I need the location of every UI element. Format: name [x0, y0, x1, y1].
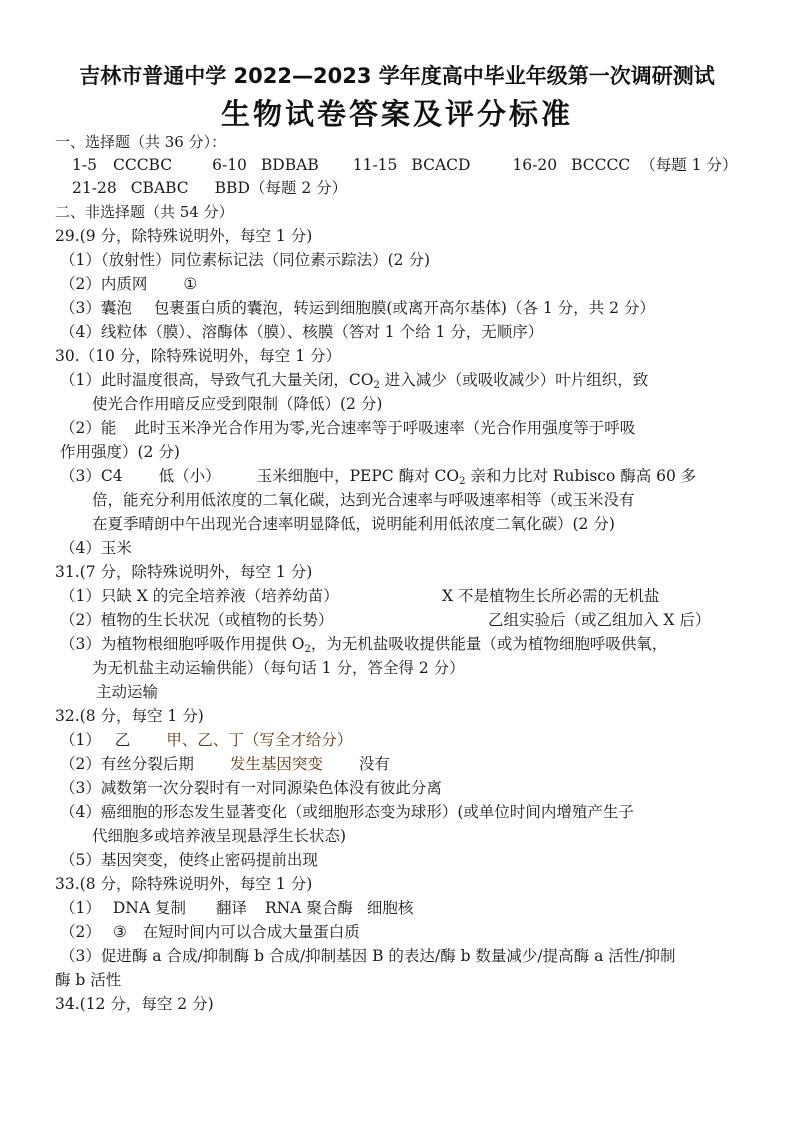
q29-answer-1: （1）（放射性）同位素标记法（同位素示踪法）(2 分) [60, 251, 430, 269]
q31-answer-3-part: （3）为植物根细胞呼吸作用提供 O [60, 635, 305, 653]
q29-header: 29.(9 分，除特殊说明外，每空 1 分) [55, 227, 313, 245]
q29-answer-2-part: ① [183, 275, 198, 293]
q32-answer-3: （3）减数第一次分裂时有一对同源染色体没有彼此分离 [60, 779, 442, 797]
q32-answer-4-cont: 代细胞多或培养液呈现悬浮生长状态) [92, 827, 347, 845]
section1-heading: 一、选择题（共 36 分）： [55, 133, 227, 151]
q32-answer-4: （4）癌细胞的形态发生显著变化（或细胞形态变为球形）(或单位时间内增殖产生子 [60, 803, 634, 821]
q33-answer-1-part: RNA 聚合酶 [265, 899, 353, 917]
score-note: （每题 2 分） [249, 179, 348, 197]
q29-answer-2-part: （2）内质网 [60, 275, 148, 293]
subscript: 2 [459, 476, 466, 487]
q31-answer-1-part: （1）只缺 X 的完全培养液（培养幼苗） [60, 587, 339, 605]
choice-range: 6-10 [212, 156, 247, 174]
q29-answer-3 [60, 297, 655, 319]
q29-answer-3-part: （3）囊泡 [60, 299, 132, 317]
q31-answer-3-part: ，为无机盐吸收提供能量（或为植物细胞呼吸供氧， [310, 635, 668, 653]
choice-row-2 [72, 177, 347, 199]
choice-range: 21-28 [72, 179, 117, 197]
choice-answers: BCACD [411, 156, 471, 174]
q30-answer-1-cont: 使光合作用暗反应受到限制（降低）(2 分) [92, 395, 383, 413]
subscript: 2 [304, 644, 311, 655]
score-note: （每题 1 分） [640, 156, 738, 174]
q31-answer-1 [60, 585, 339, 607]
q31-answer-4: 主动运输 [96, 683, 159, 701]
q29-answer-2 [60, 273, 197, 295]
q33-answer-2 [60, 921, 360, 943]
q32-answer-1 [60, 729, 352, 751]
q30-answer-3-part: 亲和力比对 Rubisco 酶高 60 多 [465, 467, 697, 485]
q33-answer-1-part: DNA 复制 [112, 899, 186, 917]
q30-answer-1-part: （1）此时温度很高，导致气孔大量关闭，CO [60, 371, 374, 389]
q32-answer-2-part: （2）有丝分裂后期 [60, 755, 194, 773]
choice-range: 11-15 [352, 156, 398, 174]
q30-answer-3-part: 玉米细胞中，PEPC 酶对 CO [256, 467, 460, 485]
q31-answer-3-cont: 为无机盐主动运输供能）（每句话 1 分，答全得 2 分） [92, 659, 465, 677]
q32-answer-5: （5）基因突变，使终止密码提前出现 [60, 851, 318, 869]
q30-answer-2 [60, 417, 635, 439]
q30-answer-2-part: 此时玉米净光合作用为零,光合速率等于呼吸速率（光合作用强度等于呼吸 [134, 419, 636, 437]
q30-answer-2-cont: 作用强度）(2 分) [60, 443, 180, 461]
choice-range: 16-20 [512, 156, 558, 174]
answer-key-subtitle: 生物试卷答案及评分标准 [220, 97, 573, 131]
choice-answers: CCCBC [112, 156, 173, 174]
q30-answer-1-part: 进入减少（或吸收减少）叶片组织，致 [379, 371, 649, 389]
q32-answer-2-part: 发生基因突变 [229, 755, 323, 773]
q33-answer-2-part: 在短时间内可以合成大量蛋白质 [142, 923, 360, 941]
q31-answer-2: （2）植物的生长状况（或植物的长势） [60, 611, 334, 629]
q30-answer-4: （4）玉米 [60, 539, 132, 557]
subscript: 2 [373, 380, 380, 391]
q33-answer-2-part: ③ [112, 923, 127, 941]
q30-answer-2-part: （2）能 [60, 419, 117, 437]
q29-answer-3-part: 包裹蛋白质的囊泡，转运到细胞膜(或离开高尔基体)（各 1 分，共 2 分） [153, 299, 655, 317]
q32-answer-2-part: 没有 [358, 755, 390, 773]
q29-answer-4: （4）线粒体（膜）、溶酶体（膜）、核膜（答对 1 个给 1 分，无顺序） [60, 323, 544, 341]
q33-answer-1-part: 细胞核 [366, 899, 414, 917]
q32-header: 32.(8 分，每空 1 分) [55, 707, 204, 725]
q32-answer-2 [60, 753, 390, 775]
choice-answers: BCCCC [571, 156, 631, 174]
q33-header: 33.(8 分，除特殊说明外，每空 1 分) [55, 875, 313, 893]
q31-answer-2-b: 乙组实验后（或乙组加入 X 后） [488, 611, 711, 629]
q30-answer-3-part: （3）C4 [60, 467, 123, 485]
q33-answer-2-part: （2） [60, 923, 101, 941]
choice-row-1 [72, 154, 737, 176]
q33-answer-3: （3）促进酶 a 合成/抑制酶 b 合成/抑制基因 B 的表达/酶 b 数量减少/提高酶 a 活性/抑制 [60, 947, 676, 965]
choice-range: 1-5 [72, 156, 97, 174]
q32-answer-1-part: （1） [60, 731, 101, 749]
q32-answer-1-part: 乙 [114, 731, 131, 749]
q31-header: 31.(7 分，除特殊说明外，每空 1 分) [55, 563, 313, 581]
q33-answer-3-cont: 酶 b 活性 [55, 971, 122, 989]
exam-title: 吉林市普通中学 2022—2023 学年度高中毕业年级第一次调研测试 [79, 64, 715, 88]
q30-answer-3-part: 低（小） [158, 467, 221, 485]
choice-answers: BDBAB [260, 156, 319, 174]
q34-header: 34.(12 分，每空 2 分) [55, 995, 214, 1013]
q30-answer-3-cont: 倍，能充分利用低浓度的二氧化碳，达到光合速率与呼吸速率相等（或玉米没有 [92, 491, 635, 509]
q33-answer-1-part: 翻译 [216, 899, 248, 917]
choice-answers: BBD [214, 179, 250, 197]
q33-answer-1-part: （1） [60, 899, 101, 917]
q33-answer-1 [60, 897, 413, 919]
q30-answer-3-cont: 在夏季晴朗中午出现光合速率明显降低，说明能利用低浓度二氧化碳）(2 分) [92, 515, 615, 533]
section2-heading: 二、非选择题（共 54 分） [55, 203, 234, 221]
q32-answer-1-part: 甲、乙、丁（写全才给分） [166, 731, 353, 749]
choice-answers: CBABC [130, 179, 189, 197]
q30-header: 30.（10 分，除特殊说明外，每空 1 分） [55, 347, 342, 365]
q31-answer-1-b: X 不是植物生长所必需的无机盐 [442, 587, 660, 605]
